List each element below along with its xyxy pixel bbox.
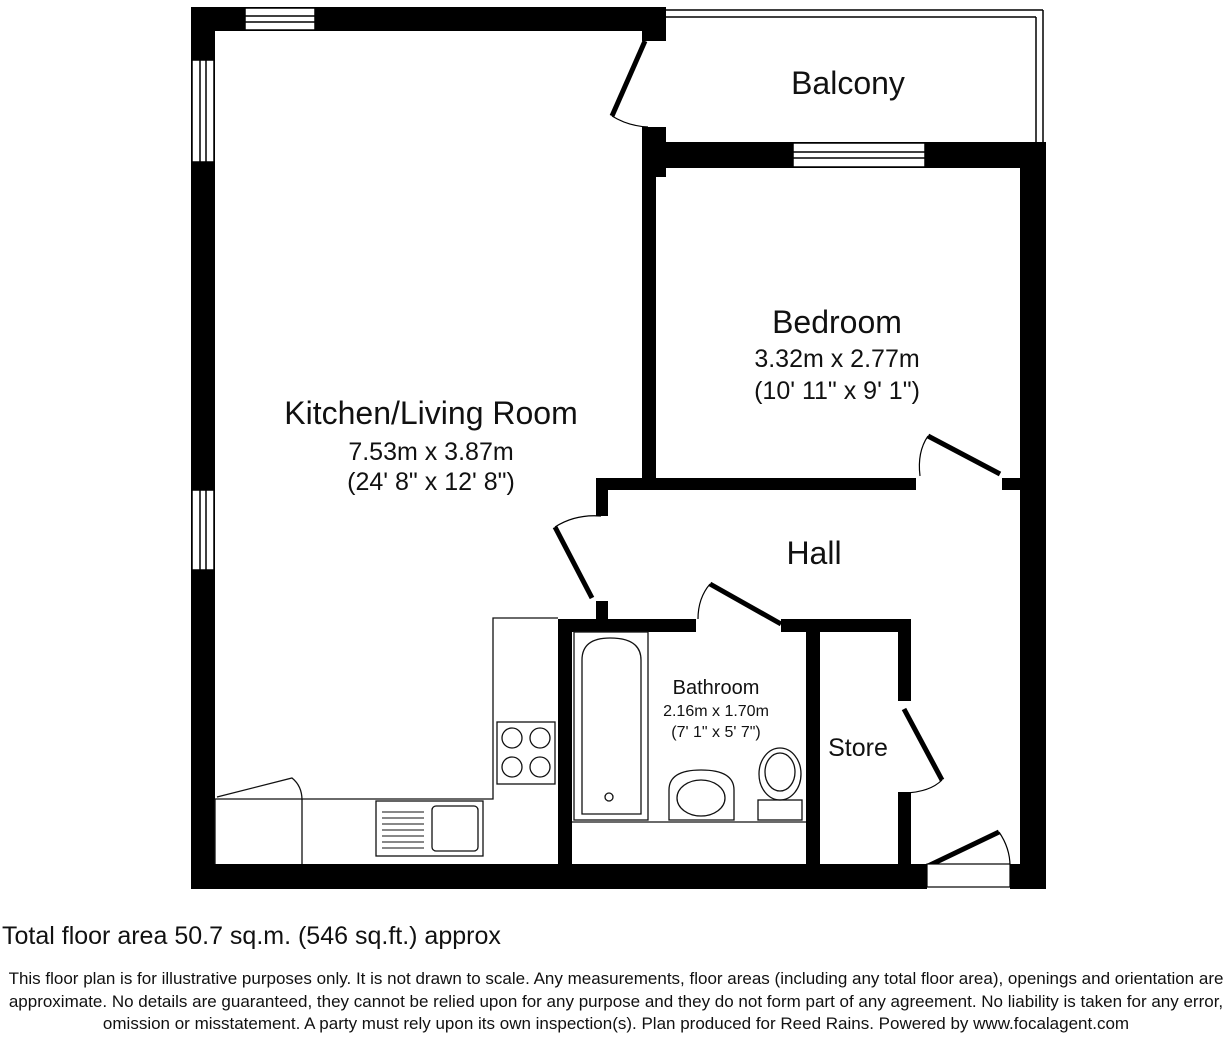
hall-label: Hall	[786, 535, 842, 571]
bedroom-dim-m: 3.32m x 2.77m	[754, 345, 920, 373]
balcony-door	[612, 41, 645, 116]
kitchen-door	[555, 527, 592, 598]
store-label: Store	[828, 734, 888, 762]
bedroom-label: Bedroom	[772, 304, 902, 340]
bathroom-door	[710, 584, 781, 624]
bedroom-dim-ft: (10' 11" x 9' 1")	[754, 377, 920, 405]
walls	[191, 7, 1046, 889]
bathroom-dim-m: 2.16m x 1.70m	[663, 703, 769, 720]
kitchen-label: Kitchen/Living Room	[284, 395, 578, 431]
store-door	[904, 709, 942, 780]
bath-icon	[574, 632, 648, 820]
entrance-door	[928, 832, 999, 866]
balcony-label: Balcony	[791, 65, 905, 101]
toilet-icon	[758, 800, 802, 820]
bathroom-dim-ft: (7' 1" x 5' 7")	[671, 724, 761, 741]
total-floor-area: Total floor area 50.7 sq.m. (546 sq.ft.) approx	[2, 922, 501, 950]
room-labels	[284, 65, 920, 762]
kitchen-fixtures	[215, 618, 558, 864]
bedroom-door	[928, 436, 1000, 474]
bathroom-label: Bathroom	[672, 677, 760, 699]
disclaimer-text: This floor plan is for illustrative purposes only. It is not drawn to scale. Any measurements, floor areas (including any total floor area), openings and orientation are approximate. No details are guaranteed, they cannot be relied upon for any purpose and they do not form part of any agreement. No liability is taken for any error, omission or misstatement. A party must rely upon its own inspection(s). Plan produced for Reed Rains. Powered by www.focalagent.com	[8, 969, 1224, 1033]
kitchen-dim-ft: (24' 8" x 12' 8")	[347, 468, 515, 496]
kitchen-dim-m: 7.53m x 3.87m	[348, 438, 514, 466]
